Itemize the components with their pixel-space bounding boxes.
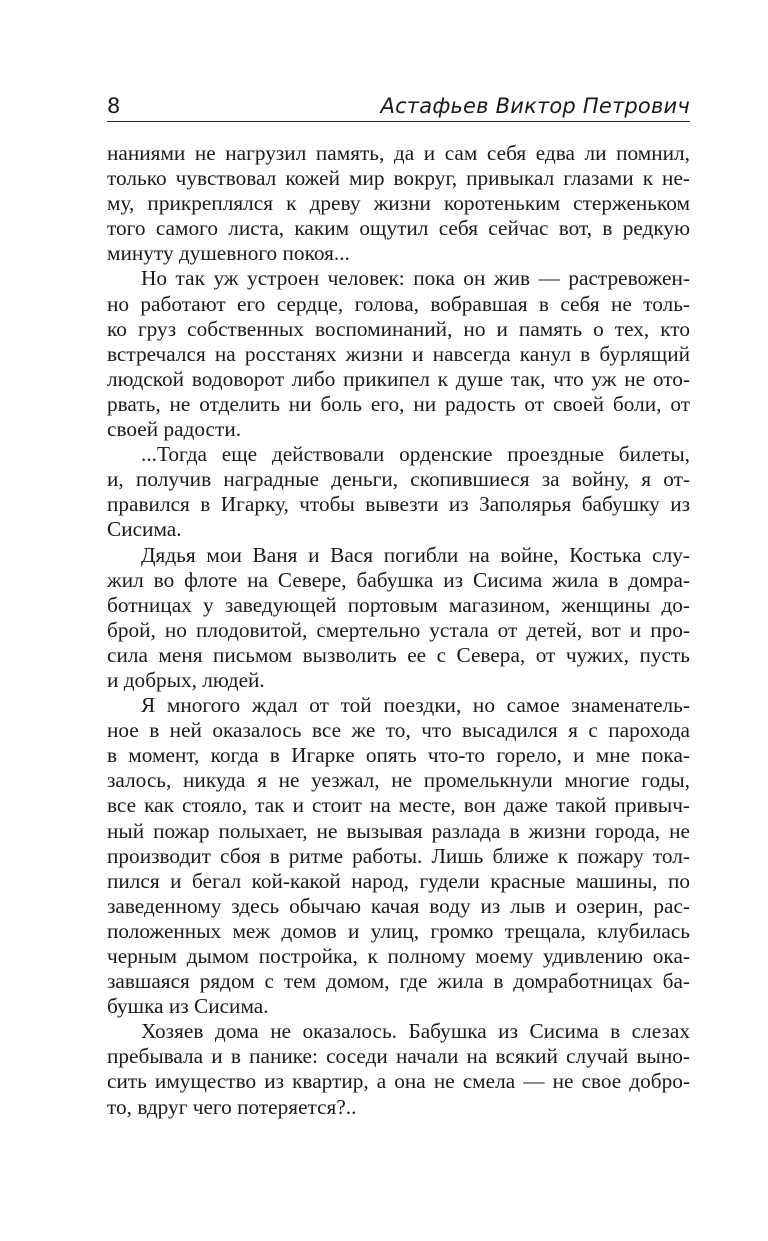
text-line: жил во флоте на Севере, бабушка из Сисима жила в домра- [107, 567, 690, 592]
text-line: сила меня письмом вызволить ее с Севера, от чужих, пусть [107, 642, 690, 667]
text-line: встречался на росстанях жизни и навсегда канул в бурлящий [107, 341, 690, 366]
text-line: му, прикреплялся к древу жизни коротеньким стерженьком [107, 191, 690, 216]
text-line: ...Тогда еще действовали орденские проездные билеты, [141, 442, 690, 467]
paragraph [107, 1019, 690, 1119]
running-head [107, 88, 690, 118]
text-line: ботницах у заведующей портовым магазином, женщины до- [107, 592, 690, 617]
text-line: того самого листа, каким ощутил себя сейчас вот, в редкую [107, 216, 690, 241]
text-line: Я многого ждал от той поездки, но самое знаменатель- [141, 693, 690, 718]
paragraph [107, 693, 690, 1019]
text-line: черным дымом постройка, к полному моему удивлению ока- [107, 944, 690, 968]
text-line: заведенному здесь обычаю качая воду из лыв и озерин, рас- [107, 893, 690, 918]
text-line: сить имущество из квартир, а она не смела — не свое добро- [107, 1069, 690, 1094]
text-line: бушка из Сисима. [107, 994, 269, 1019]
text-line: в момент, когда в Игарке опять что-то горело, и мне пока- [107, 743, 690, 768]
text-line: пребывала и в панике: соседи начали на всякий случай выно- [107, 1044, 690, 1069]
running-head-author: Астафьев Виктор Петрович [380, 94, 690, 118]
text-line: наниями не нагрузил память, да и сам себя едва ли помнил, [107, 141, 690, 165]
text-line: ко груз собственных воспоминаний, но и память о тех, кто [107, 316, 690, 341]
paragraph [107, 442, 690, 542]
text-line: людской водоворот либо прикипел к душе так, что уж не ото- [107, 366, 690, 391]
text-line: рвать, не отделить ни боль его, ни радость от своей боли, от [107, 391, 690, 416]
page-number: 8 [107, 94, 121, 118]
text-line: Но так уж устроен человек: пока он жив — растревожен- [141, 266, 690, 291]
text-line: только чувствовал кожей мир вокруг, привыкал глазами к не- [107, 166, 690, 191]
text-line: брой, но плодовитой, смертельно устала от детей, вот и про- [107, 617, 690, 642]
paragraph [107, 266, 690, 442]
body-text [107, 141, 690, 1120]
text-line: и, получив наградные деньги, скопившиеся за войну, я от- [107, 467, 690, 492]
text-line: Хозяев дома не оказалось. Бабушка из Сисима в слезах [141, 1019, 690, 1044]
text-line: правился в Игарку, чтобы вывезти из Заполярья бабушку из [107, 492, 690, 517]
text-line: завшаяся рядом с тем домом, где жила в домработницах ба- [107, 969, 690, 994]
text-line: Сисима. [107, 517, 182, 542]
text-line: своей радости. [107, 417, 242, 442]
text-line: но работают его сердце, голова, вобравшая в себя не толь- [107, 291, 690, 316]
text-line: то, вдруг чего потеряется?.. [107, 1094, 357, 1119]
text-line: ное в ней оказалось все же то, что высадился я с парохода [107, 718, 690, 743]
text-line: ный пожар полыхает, не вызывая разлада в жизни города, не [107, 818, 690, 843]
text-line: пился и бегал кой-какой народ, гудели красные машины, по [107, 868, 690, 893]
text-line: и добрых, людей. [107, 667, 265, 692]
text-line: минуту душевного покоя... [107, 241, 350, 266]
paragraph [107, 543, 690, 694]
text-line: залось, никуда я не уезжал, не промелькнули многие годы, [107, 768, 690, 793]
text-line: Дядья мои Ваня и Вася погибли на войне, Костька слу- [141, 542, 690, 567]
text-line: производит сбоя в ритме работы. Лишь ближе к пожару тол- [107, 843, 690, 868]
text-line: положенных меж домов и улиц, громко трещала, клубилась [107, 918, 690, 943]
header-rule [107, 121, 690, 122]
text-line: все как стояло, так и стоит на месте, вон даже такой привыч- [107, 793, 690, 818]
paragraph [107, 141, 690, 266]
